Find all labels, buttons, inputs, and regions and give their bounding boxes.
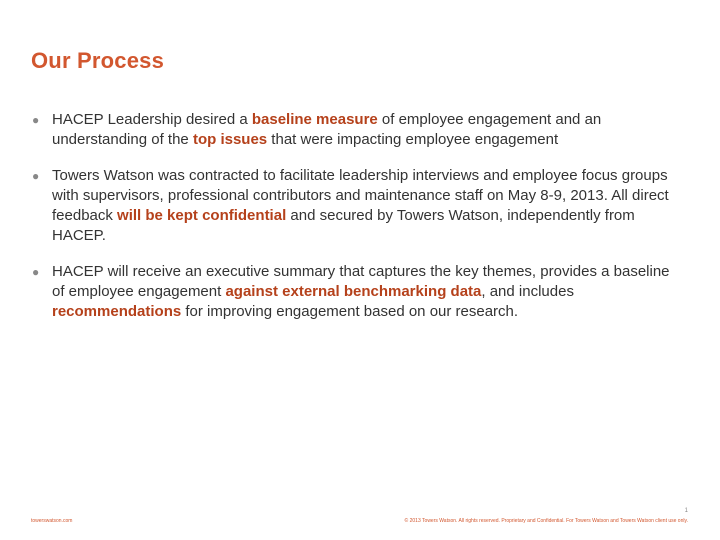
highlighted-text: baseline measure (251, 111, 378, 128)
bullet-text: and secured by Towers Watson, independently from HACEP. (52, 207, 635, 244)
slide-title: Our Process (31, 48, 165, 73)
bullet-text: that were impacting employee engagement (267, 131, 559, 148)
highlighted-text: will be kept confidential (117, 207, 287, 224)
bullet-text: HACEP will receive an executive summary that captures the key themes, provides a baseline of employee engagement (52, 263, 670, 300)
footer-website: towerswatson.com (31, 518, 73, 524)
bullet-text: for improving engagement based on our research. (181, 303, 519, 320)
bullet-dot-icon: ● (32, 265, 40, 279)
footer-copyright: © 2013 Towers Watson. All rights reserved. Proprietary and Confidential. For Towers Watson and Towers Watson client use only. (404, 518, 688, 524)
highlighted-text: top issues (192, 131, 268, 148)
bullet-dot-icon: ● (32, 113, 40, 127)
bullet-text: of employee engagement and an understanding of the (52, 111, 602, 148)
bullet-text: Towers Watson was contracted to facilitate leadership interviews and employee focus groups with supervisors, professional contributors and maintenance staff on May 8-9, 2013. All direct feedback (52, 167, 669, 224)
bullet-text: , and includes (481, 283, 574, 300)
bullet-item (32, 262, 682, 322)
bullet-item (32, 110, 682, 150)
bullet-list (32, 110, 682, 338)
page-number: 1 (684, 508, 688, 514)
bullet-dot-icon: ● (32, 169, 40, 183)
highlighted-text: recommendations (52, 303, 182, 320)
highlighted-text: against external benchmarking data (225, 283, 482, 300)
bullet-text: HACEP Leadership desired a (52, 111, 252, 128)
bullet-item (32, 166, 682, 246)
